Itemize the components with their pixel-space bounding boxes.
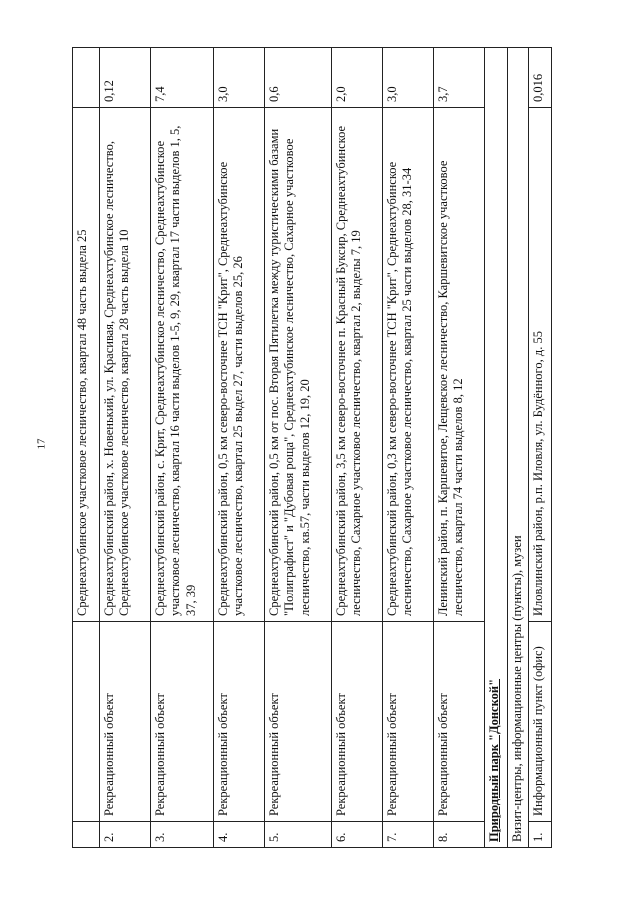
object-location: Среднеахтубинский район, 0,3 км северо-восточнее ТСН "Крит", Среднеахтубинское лесничество, Сахарное участковое лесничество, квартал 25 части выделов 28, 31-34	[383, 108, 434, 622]
row-number: 5.	[265, 822, 332, 848]
object-location: Ленинский район, п. Каршевитое, Лещевское лесничество, Каршевитское участковое лесничество, квартал 74 части выделов 8, 12	[434, 108, 485, 622]
section-title: Природный парк "Донской"	[485, 48, 508, 848]
row-number: 4.	[214, 822, 265, 848]
row-number: 3.	[151, 822, 214, 848]
object-type: Рекреационный объект	[434, 622, 485, 822]
page-number: 17	[35, 438, 48, 450]
table-row	[214, 48, 265, 848]
object-area: 7,4	[151, 48, 214, 108]
rotated-table-container	[72, 48, 572, 848]
object-area: 3,0	[383, 48, 434, 108]
table-row	[383, 48, 434, 848]
row-number: 6.	[332, 822, 383, 848]
object-location: Среднеахтубинский район, 3,5 км северо-восточнее п. Красный Буксир, Среднеахтубинское лесничество, Сахарное участковое лесничество, квартал 2, выделы 7, 19	[332, 108, 383, 622]
object-type	[73, 622, 100, 822]
table-row	[73, 48, 100, 848]
object-area: 0,016	[529, 48, 552, 108]
object-type: Рекреационный объект	[100, 622, 151, 822]
table-row	[100, 48, 151, 848]
table-row	[151, 48, 214, 848]
object-type: Рекреационный объект	[151, 622, 214, 822]
section-header-row	[485, 48, 508, 848]
object-type: Рекреационный объект	[383, 622, 434, 822]
object-area: 3,0	[214, 48, 265, 108]
object-location: Иловлинский район, р.п. Иловля, ул. Будённого, д. 55	[529, 108, 552, 622]
subsection-header-row	[508, 48, 529, 848]
row-number: 8.	[434, 822, 485, 848]
object-area	[73, 48, 100, 108]
row-number: 1.	[529, 822, 552, 848]
object-type: Рекреационный объект	[332, 622, 383, 822]
row-number: 2.	[100, 822, 151, 848]
object-area: 2,0	[332, 48, 383, 108]
row-number: 7.	[383, 822, 434, 848]
table-row	[434, 48, 485, 848]
row-number	[73, 822, 100, 848]
object-location: Среднеахтубинский район, 0,5 км северо-восточнее ТСН "Крит", Среднеахтубинское участковое лесничество, квартал 25 выдел 27, части выделов 25, 26	[214, 108, 265, 622]
table-row	[332, 48, 383, 848]
subsection-title: Визит-центры, информационные центры (пункты), музеи	[508, 48, 529, 848]
object-type: Рекреационный объект	[265, 622, 332, 822]
object-location: Среднеахтубинский район, х. Новенький, ул. Красивая, Среднеахтубинское лесничество, Среднеахтубинское участковое лесничество, квартал 28 часть выдела 10	[100, 108, 151, 622]
object-location: Среднеахтубинский район, с. Крит, Среднеахтубинское лесничество, Среднеахтубинское участковое лесничество, квартал 16 части выделов 1-5, 9, 29, квартал 17 части выделов 1, 5, 37, 39	[151, 108, 214, 622]
object-location: Среднеахтубинский район, 0,5 км от пос. Вторая Пятилетка между туристическими базами "Полиграфист" и "Дубовая роща", Среднеахтубинское лесничество, Сахарное участковое лесничество, кв.57, части выделов 12, 19, 20	[265, 108, 332, 622]
objects-table	[72, 47, 552, 848]
object-type: Информационный пункт (офис)	[529, 622, 552, 822]
object-area: 0,12	[100, 48, 151, 108]
table-row	[529, 48, 552, 848]
object-location: Среднеахтубинское участковое лесничество, квартал 48 часть выдела 25	[73, 108, 100, 622]
object-area: 0,6	[265, 48, 332, 108]
object-area: 3,7	[434, 48, 485, 108]
object-type: Рекреационный объект	[214, 622, 265, 822]
table-row	[265, 48, 332, 848]
